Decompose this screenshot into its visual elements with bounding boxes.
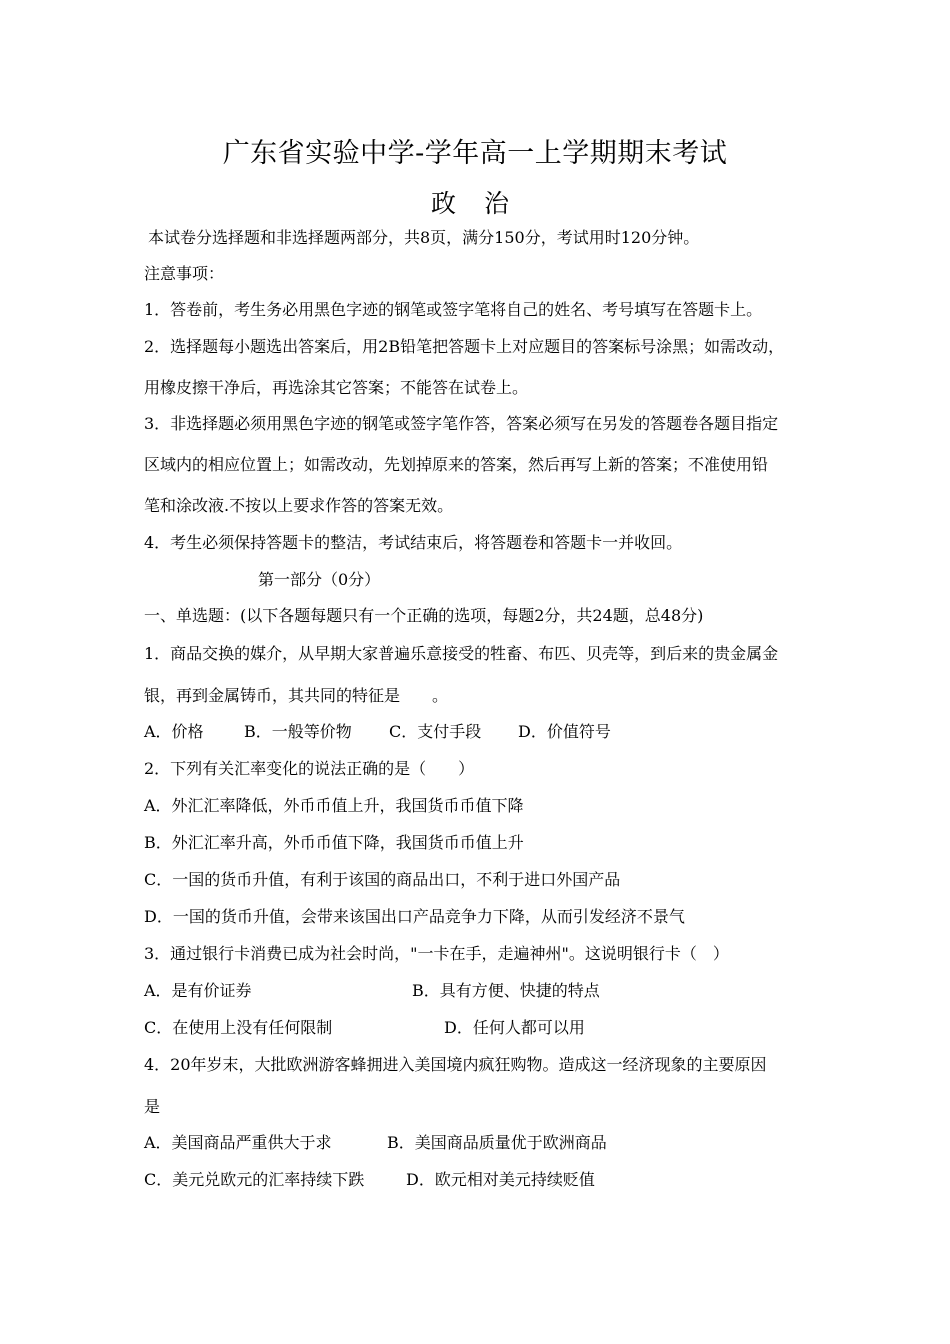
question-1-stem-line-2: 银，再到金属铸币，其共同的特征是 。 xyxy=(144,686,449,705)
question-3-stem: 3．通过银行卡消费已成为社会时尚，"一卡在手，走遍神州"。这说明银行卡（ ） xyxy=(144,944,729,963)
note-3-line-3: 笔和涂改液.不按以上要求作答的答案无效。 xyxy=(144,496,454,515)
question-3-option-b: B．具有方便、快捷的特点 xyxy=(412,981,600,1000)
question-3-option-c: C．在使用上没有任何限制 xyxy=(144,1018,333,1037)
exam-title: 广东省实验中学-学年高一上学期期末考试 xyxy=(222,138,728,169)
question-3-option-a: A．是有价证券 xyxy=(144,981,252,1000)
note-3-line-2: 区域内的相应位置上；如需改动，先划掉原来的答案，然后再写上新的答案；不准使用铅 xyxy=(144,455,769,474)
question-4-option-a: A．美国商品严重供大于求 xyxy=(144,1133,332,1152)
note-4: 4．考生必须保持答题卡的整洁，考试结束后，将答题卷和答题卡一并收回。 xyxy=(144,533,683,552)
question-1-option-a: A．价格 xyxy=(144,722,204,741)
question-4-option-d: D．欧元相对美元持续贬值 xyxy=(406,1170,595,1189)
question-3-option-d: D．任何人都可以用 xyxy=(444,1018,585,1037)
section-heading: 一、单选题：(以下各题每题只有一个正确的选项，每题2分，共24题，总48分) xyxy=(144,606,704,625)
exam-subject: 政 治 xyxy=(431,189,519,218)
question-4-stem-line-2: 是 xyxy=(144,1097,161,1116)
question-2-option-d: D．一国的货币升值，会带来该国出口产品竞争力下降，从而引发经济不景气 xyxy=(144,907,685,926)
question-1-option-d: D．价值符号 xyxy=(518,722,611,741)
note-2-line-1: 2．选择题每小题选出答案后，用2B铅笔把答题卡上对应题目的答案标号涂黑；如需改动， xyxy=(144,337,785,356)
question-1-stem-line-1: 1．商品交换的媒介，从早期大家普遍乐意接受的牲畜、布匹、贝壳等，到后来的贵金属金 xyxy=(144,644,779,663)
notes-title: 注意事项： xyxy=(144,264,225,283)
question-2-stem: 2．下列有关汇率变化的说法正确的是（ ） xyxy=(144,759,475,778)
note-3-line-1: 3．非选择题必须用黑色字迹的钢笔或签字笔作答，答案必须写在另发的答题卷各题目指定 xyxy=(144,414,779,433)
question-4-option-b: B．美国商品质量优于欧洲商品 xyxy=(387,1133,607,1152)
note-1: 1．答卷前，考生务必用黑色字迹的钢笔或签字笔将自己的姓名、考号填写在答题卡上。 xyxy=(144,300,763,319)
question-4-stem-line-1: 4．20年岁末，大批欧洲游客蜂拥进入美国境内疯狂购物。造成这一经济现象的主要原因 xyxy=(144,1055,767,1074)
question-2-option-c: C．一国的货币升值，有利于该国的商品出口，不利于进口外国产品 xyxy=(144,870,621,889)
part-heading: 第一部分（0分） xyxy=(258,570,381,589)
question-4-option-c: C．美元兑欧元的汇率持续下跌 xyxy=(144,1170,365,1189)
question-2-option-a: A．外汇汇率降低，外币币值上升，我国货币币值下降 xyxy=(144,796,524,815)
intro-text: 本试卷分选择题和非选择题两部分，共8页，满分150分，考试用时120分钟。 xyxy=(148,228,700,247)
question-1-option-b: B．一般等价物 xyxy=(244,722,352,741)
note-2-line-2: 用橡皮擦干净后，再选涂其它答案；不能答在试卷上。 xyxy=(144,378,529,397)
question-2-option-b: B．外汇汇率升高，外币币值下降，我国货币币值上升 xyxy=(144,833,524,852)
question-1-option-c: C．支付手段 xyxy=(389,722,482,741)
